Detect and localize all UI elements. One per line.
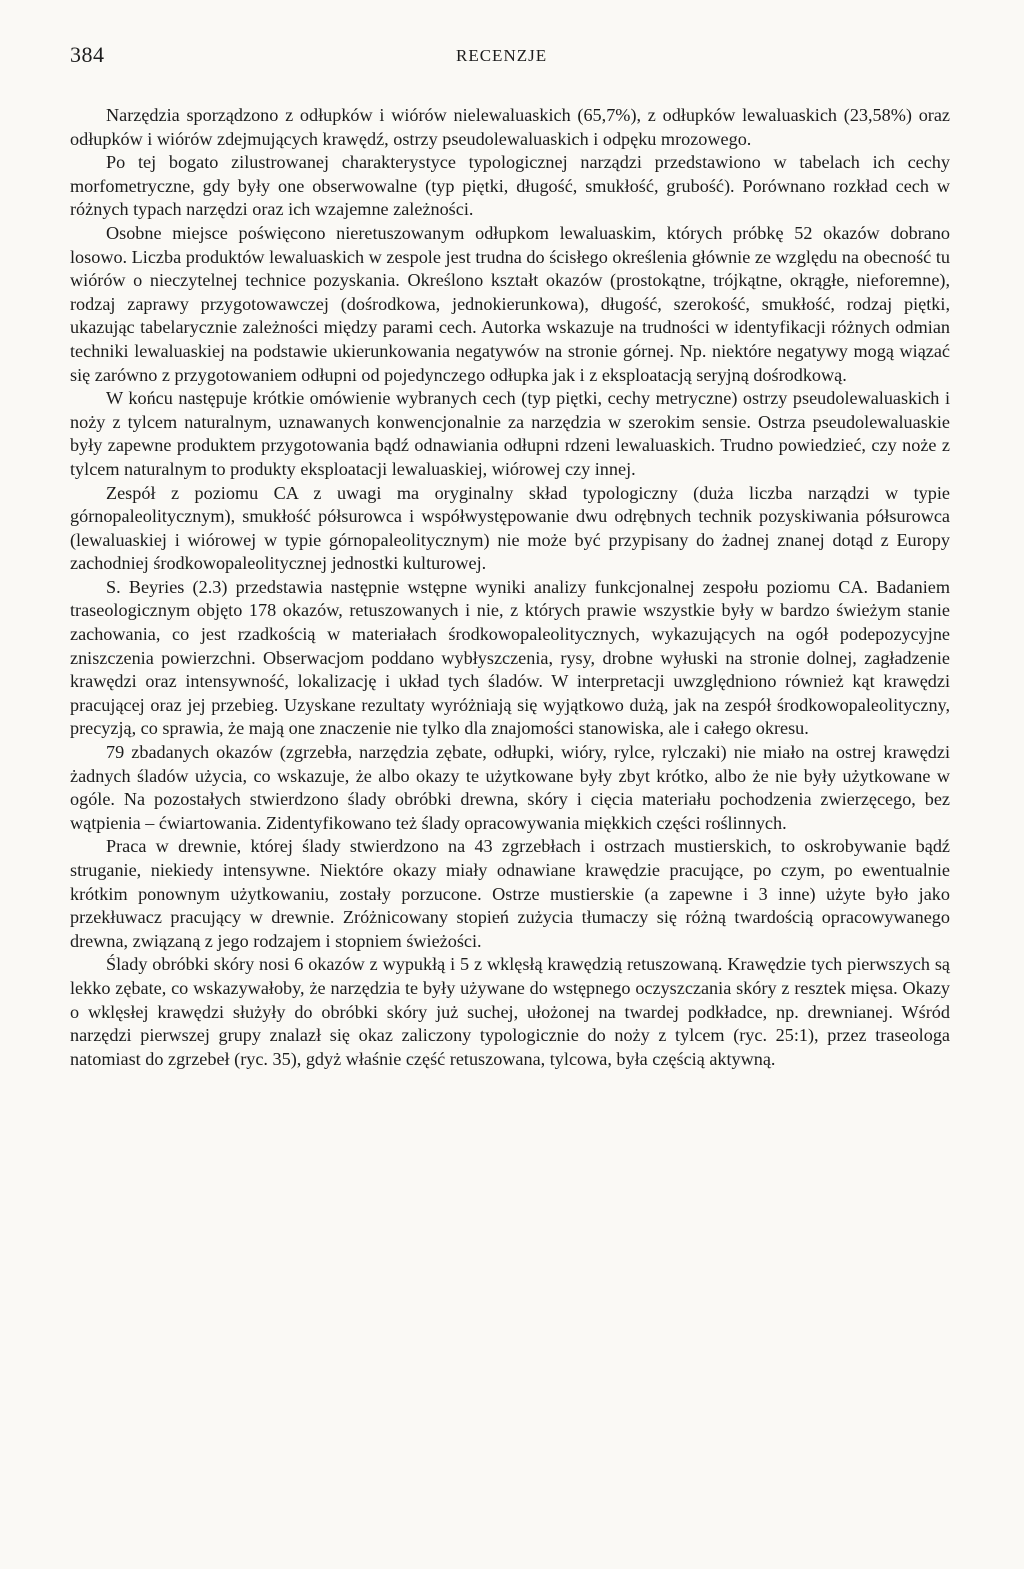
- body-text: [70, 104, 950, 1071]
- paragraph: Osobne miejsce poświęcono nieretuszowanym odłupkom lewaluaskim, których próbkę 52 okazów dobrano losowo. Liczba produktów lewaluaskich w zespole jest trudna do ścisłego określenia głównie ze względu na obecność tu wiórów o nieczytelnej technice pozyskania. Określono kształt okazów (prostokątne, trójkątne, okrągłe, nieforemne), rodzaj zaprawy przygotowawczej (dośrodkowa, jednokierunkowa), długość, szerokość, smukłość, rodzaj piętki, ukazując tabelarycznie zależności między parami cech. Autorka wskazuje na trudności w identyfikacji różnych odmian techniki lewaluaskiej na podstawie ukierunkowania negatywów na stronie górnej. Np. niektóre negatywy mogą wiązać się zarówno z przygotowaniem odłupni od pojedynczego odłupka jak i z eksploatacją seryjną dośrodkową.: [70, 222, 950, 385]
- paragraph: Narzędzia sporządzono z odłupków i wiórów nielewaluaskich (65,7%), z odłupków lewaluaskich (23,58%) oraz odłupków i wiórów zdejmujących krawędź, ostrzy pseudolewaluaskich i odpęku mrozowego.: [70, 105, 950, 149]
- paragraph: S. Beyries (2.3) przedstawia następnie wstępne wyniki analizy funkcjonalnej zespołu poziomu CA. Badaniem traseologicznym objęto 178 okazów, retuszowanych i nie, z których prawie wszystkie były w bardzo świeżym stanie zachowania, co jest rzadkością w materiałach środkowopaleolitycznych, wykazujących na ogół podepozycyjne zniszczenia powierzchni. Obserwacjom poddano wybłyszczenia, rysy, drobne wyłuski na stronie dolnej, zagładzenie krawędzi oraz intensywność, lokalizację i układ tych śladów. W interpretacji uwzględniono również kąt krawędzi pracującej oraz jej przebieg. Uzyskane rezultaty wyróżniają się wyjątkowo dużą, jak na zespół środkowopaleolityczny, precyzją, co sprawia, że mają one znaczenie nie tylko dla znajomości stanowiska, ale i całego okresu.: [70, 576, 950, 739]
- paragraph: Po tej bogato zilustrowanej charakterystyce typologicznej narządzi przedstawiono w tabelach ich cechy morfometryczne, gdy były one obserwowalne (typ piętki, długość, smukłość, grubość). Porównano rozkład cech w różnych typach narzędzi oraz ich wzajemne zależności.: [70, 152, 950, 220]
- paragraph: Praca w drewnie, której ślady stwierdzono na 43 zgrzebłach i ostrzach mustierskich, to oskrobywanie bądź struganie, niekiedy intensywne. Niektóre okazy miały odnawiane krawędzie pracujące, po czym, po ewentualnie krótkim ponownym użytkowaniu, zostały porzucone. Ostrze mustierskie (a zapewne i 3 inne) użyte było jako przekłuwacz pracujący w drewnie. Zróżnicowany stopień zużycia tłumaczy się różną twardością opracowywanego drewna, związaną z jego rodzajem i stopniem świeżości.: [70, 836, 950, 951]
- page-number: 384: [70, 42, 105, 67]
- page-header: [70, 42, 950, 74]
- paragraph: W końcu następuje krótkie omówienie wybranych cech (typ piętki, cechy metryczne) ostrzy pseudolewaluaskich i noży z tylcem naturalnym, uznawanych konwencjonalnie za narzędzia w szerokim sensie. Ostrza pseudolewaluaskie były zapewne produktem przygotowania bądź odnawiania odłupni rdzeni lewaluaskich. Trudno powiedzieć, czy noże z tylcem naturalnym to produkty eksploatacji lewaluaskiej, wiórowej czy innej.: [70, 388, 950, 479]
- paragraph: Zespół z poziomu CA z uwagi ma oryginalny skład typologiczny (duża liczba narządzi w typie górnopaleolitycznym), smukłość półsurowca i współwystępowanie dwu odrębnych technik pozyskiwania półsurowca (lewaluaskiej i wiórowej w typie górnopaleolitycznym) nie może być przypisany do żadnej znanej dotąd z Europy zachodniej środkowopaleolitycznej jednostki kulturowej.: [70, 482, 950, 574]
- paragraph: 79 zbadanych okazów (zgrzebła, narzędzia zębate, odłupki, wióry, rylce, rylczaki) nie miało na ostrej krawędzi żadnych śladów użycia, co wskazuje, że albo okazy te użytkowane były zbyt krótko, albo że nie były użytkowane w ogóle. Na pozostałych stwierdzono ślady obróbki drewna, skóry i cięcia materiału pochodzenia zwierzęcego, bez wątpienia – ćwiartowania. Zidentyfikowano też ślady opracowywania miękkich części roślinnych.: [70, 742, 950, 833]
- paragraph: Ślady obróbki skóry nosi 6 okazów z wypukłą i 5 z wklęsłą krawędzią retuszowaną. Krawędzie tych pierwszych są lekko zębate, co wskazywałoby, że narzędzia te były używane do wstępnego oczyszczania skóry z resztek mięsa. Okazy o wklęsłej krawędzi służyły do obróbki skóry już suchej, ułożonej na twardej podkładce, np. drewnianej. Wśród narzędzi pierwszej grupy znalazł się okaz zaliczony typologicznie do noży z tylcem (ryc. 25:1), przez traseologa natomiast do zgrzebeł (ryc. 35), gdyż właśnie część retuszowana, tylcowa, była częścią aktywną.: [70, 954, 950, 1069]
- running-head: RECENZJE: [456, 46, 548, 65]
